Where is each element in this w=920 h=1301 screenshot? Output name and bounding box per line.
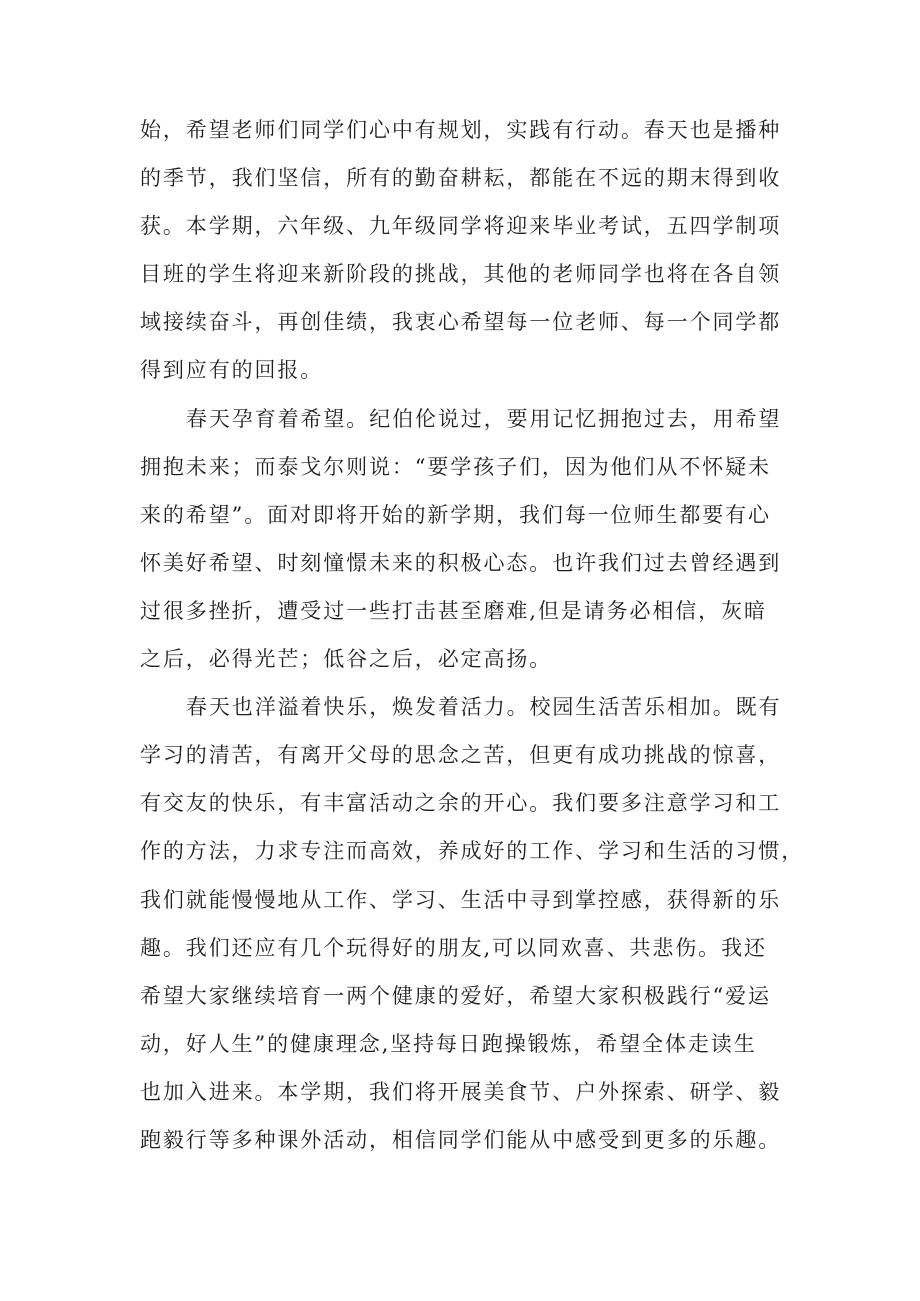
paragraph-line: 目班的学生将迎来新阶段的挑战，其他的老师同学也将在各自领 <box>140 262 782 287</box>
paragraph-line: 作的方法，力求专注而高效，养成好的工作、学习和生活的习惯， <box>140 839 805 864</box>
paragraph-line: 春天孕育着希望。纪伯伦说过，要用记忆拥抱过去，用希望 <box>186 406 782 431</box>
paragraph-line: 希望大家继续培育一两个健康的爱好，希望大家积极践行“爱运 <box>140 983 771 1008</box>
paragraph-line: 也加入进来。本学期，我们将开展美食节、户外探索、研学、毅 <box>140 1079 782 1104</box>
paragraph-line: 之后，必得光芒；低谷之后，必定高扬。 <box>140 647 553 672</box>
paragraph-line: 得到应有的回报。 <box>140 358 324 383</box>
paragraph-line: 域接续奋斗，再创佳绩，我衷心希望每一位老师、每一个同学都 <box>140 310 782 335</box>
paragraph-line: 拥抱未来；而泰戈尔则说：“要学孩子们，因为他们从不怀疑未 <box>140 454 771 479</box>
paragraph-line: 怀美好希望、时刻憧憬未来的积极心态。也许我们过去曾经遇到 <box>140 550 782 575</box>
paragraph-line: 获。本学期，六年级、九年级同学将迎来毕业考试，五四学制项 <box>140 214 782 239</box>
paragraph-line: 的季节，我们坚信，所有的勤奋耕耘，都能在不远的期末得到收 <box>140 166 782 191</box>
paragraph-line: 我们就能慢慢地从工作、学习、生活中寻到掌控感，获得新的乐 <box>140 887 782 912</box>
paragraph-line: 来的希望”。面对即将开始的新学期，我们每一位师生都要有心 <box>140 502 771 527</box>
paragraph-line: 学习的清苦，有离开父母的思念之苦，但更有成功挑战的惊喜， <box>140 743 782 768</box>
paragraph-line: 始，希望老师们同学们心中有规划，实践有行动。春天也是播种 <box>140 118 782 142</box>
paragraph-line: 跑毅行等多种课外活动，相信同学们能从中感受到更多的乐趣。 <box>140 1127 782 1152</box>
paragraph-line: 过很多挫折，遭受过一些打击甚至磨难,但是请务必相信，灰暗 <box>140 598 767 623</box>
document-body <box>140 106 820 1164</box>
paragraph-line: 有交友的快乐，有丰富活动之余的开心。我们要多注意学习和工 <box>140 791 782 816</box>
paragraph-line: 趣。我们还应有几个玩得好的朋友,可以同欢喜、共悲伤。我还 <box>140 935 767 960</box>
paragraph-line: 春天也洋溢着快乐，焕发着活力。校园生活苦乐相加。既有 <box>186 695 782 720</box>
paragraph-line: 动，好人生”的健康理念,坚持每日跑操锻炼，希望全体走读生 <box>140 1031 757 1056</box>
